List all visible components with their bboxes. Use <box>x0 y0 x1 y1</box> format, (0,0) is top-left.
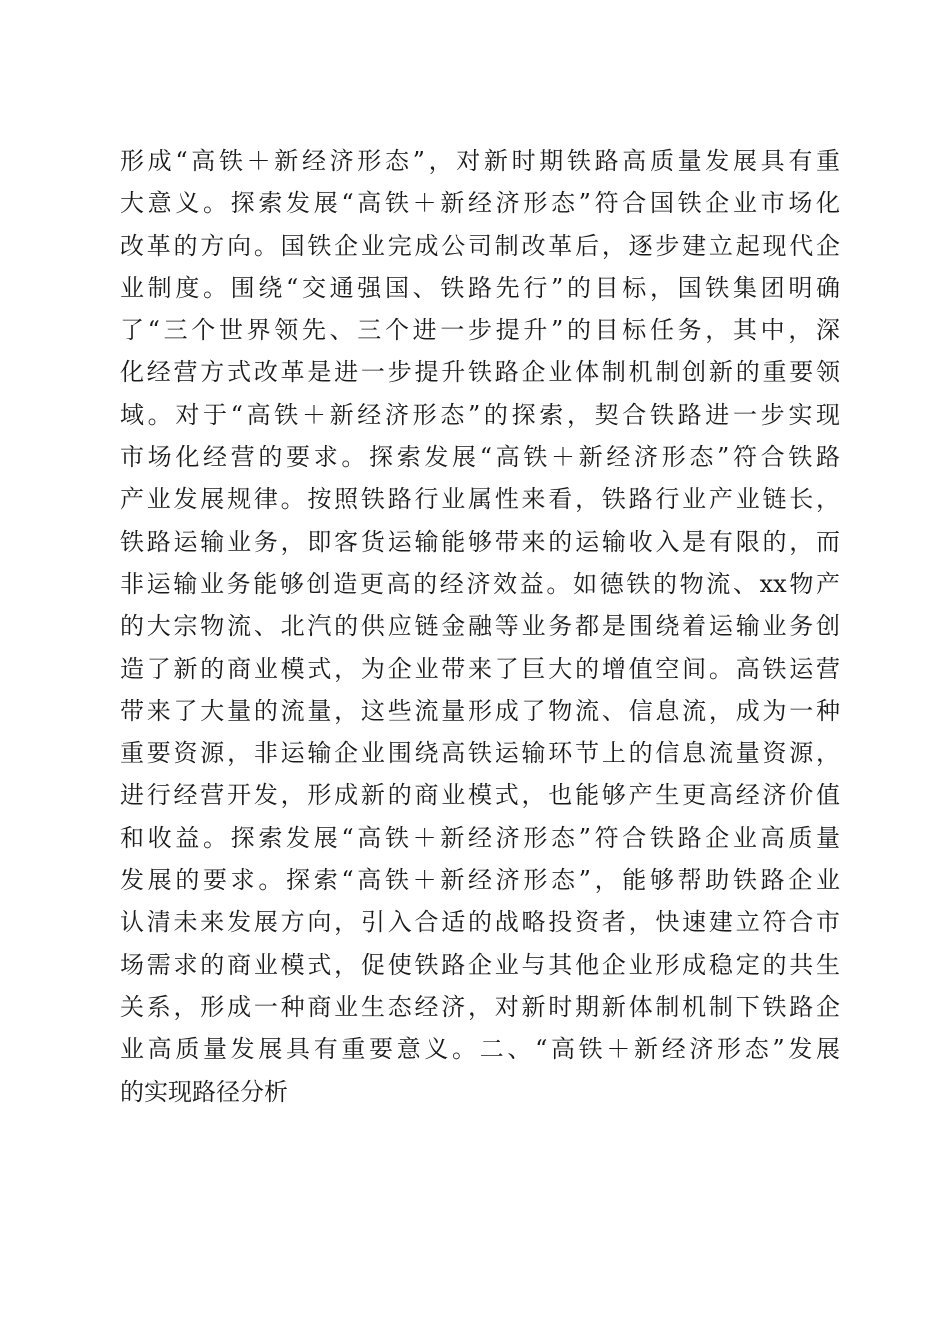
text-line: 场需求的商业模式，促使铁路企业与其他企业形成稳定的共生 <box>120 950 840 979</box>
text-line: 非运输业务能够创造更高的经济效益。如德铁的物流、xx物产 <box>120 569 840 598</box>
text-line: 造了新的商业模式，为企业带来了巨大的增值空间。高铁运营 <box>120 654 840 683</box>
text-line: 大意义。探索发展“高铁＋新经济形态”符合国铁企业市场化 <box>120 189 840 218</box>
text-line: 重要资源，非运输企业围绕高铁运输环节上的信息流量资源， <box>120 739 840 768</box>
text-line: 认清未来发展方向，引入合适的战略投资者，快速建立符合市 <box>120 908 840 937</box>
text-line: 和收益。探索发展“高铁＋新经济形态”符合铁路企业高质量 <box>120 823 840 852</box>
text-line: 市场化经营的要求。探索发展“高铁＋新经济形态”符合铁路 <box>120 443 840 472</box>
text-line: 业高质量发展具有重要意义。二、“高铁＋新经济形态”发展 <box>120 1035 840 1064</box>
text-line: 形成“高铁＋新经济形态”，对新时期铁路高质量发展具有重 <box>120 147 840 175</box>
text-line: 改革的方向。国铁企业完成公司制改革后，逐步建立起现代企 <box>120 231 840 260</box>
text-line: 发展的要求。探索“高铁＋新经济形态”，能够帮助铁路企业 <box>120 866 840 895</box>
text-line: 的大宗物流、北汽的供应链金融等业务都是围绕着运输业务创 <box>120 612 840 641</box>
text-line: 域。对于“高铁＋新经济形态”的探索，契合铁路进一步实现 <box>120 400 840 429</box>
text-line: 产业发展规律。按照铁路行业属性来看，铁路行业产业链长， <box>120 485 840 514</box>
text-line: 业制度。围绕“交通强国、铁路先行”的目标，国铁集团明确 <box>120 273 840 302</box>
text-line: 了“三个世界领先、三个进一步提升”的目标任务，其中，深 <box>120 316 840 345</box>
text-line: 关系，形成一种商业生态经济，对新时期新体制机制下铁路企 <box>120 992 840 1021</box>
body-paragraph <box>120 140 840 1113</box>
text-line: 化经营方式改革是进一步提升铁路企业体制机制创新的重要领 <box>120 358 840 387</box>
text-line: 铁路运输业务，即客货运输能够带来的运输收入是有限的，而 <box>120 527 840 556</box>
text-line: 进行经营开发，形成新的商业模式，也能够产生更高经济价值 <box>120 781 840 810</box>
text-line: 的实现路径分析 <box>120 1077 288 1106</box>
text-line: 带来了大量的流量，这些流量形成了物流、信息流，成为一种 <box>120 696 840 725</box>
